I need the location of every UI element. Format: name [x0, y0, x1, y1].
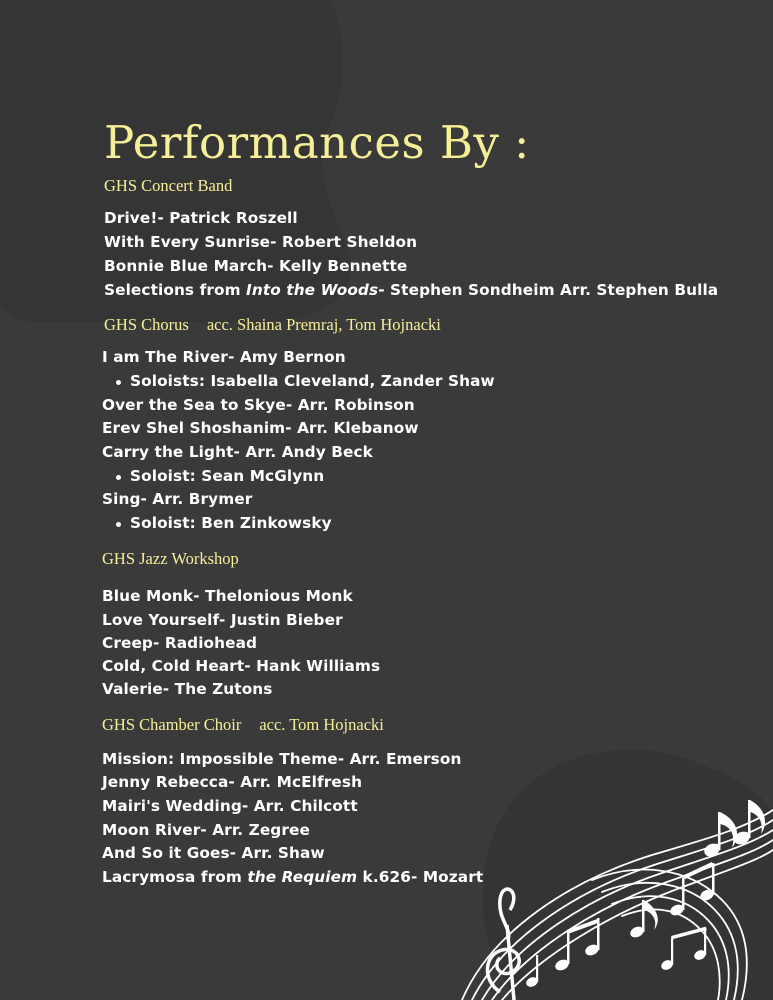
section-heading-concert-band [104, 176, 232, 196]
section-name: GHS Jazz Workshop [102, 549, 239, 568]
section-name: GHS Concert Band [104, 176, 233, 195]
list-sub-item: Soloists: Isabella Cleveland, Zander Shaw [116, 372, 495, 390]
list-item: Erev Shel Shoshanim- Arr. Klebanow [102, 419, 419, 437]
list-item: Cold, Cold Heart- Hank Williams [102, 657, 381, 675]
list-item: Bonnie Blue March- Kelly Bennette [104, 257, 408, 275]
section-heading-chorus [104, 315, 441, 335]
list-item: And So it Goes- Arr. Shaw [102, 844, 325, 862]
list-item: Jenny Rebecca- Arr. McElfresh [102, 773, 363, 791]
list-sub-item: Soloist: Sean McGlynn [116, 467, 324, 485]
list-item: Mairi's Wedding- Arr. Chilcott [102, 797, 358, 815]
list-item: Valerie- The Zutons [102, 680, 273, 698]
section-heading-jazz-workshop [102, 549, 239, 569]
list-item: Drive!- Patrick Roszell [104, 209, 298, 227]
list-item: Carry the Light- Arr. Andy Beck [102, 443, 373, 461]
accompanist-text: acc. Tom Hojnacki [259, 715, 384, 734]
list-item: Lacrymosa from the Requiem k.626- Mozart [102, 868, 484, 886]
section-heading-chamber-choir [102, 715, 384, 735]
page-title: Performances By : [104, 116, 530, 169]
list-item: Mission: Impossible Theme- Arr. Emerson [102, 750, 462, 768]
list-sub-item: Soloist: Ben Zinkowsky [116, 514, 332, 532]
section-name: GHS Chamber Choir [102, 715, 242, 734]
list-item: With Every Sunrise- Robert Sheldon [104, 233, 418, 251]
list-item: Blue Monk- Thelonious Monk [102, 587, 353, 605]
list-item: Creep- Radiohead [102, 634, 258, 652]
list-item: Moon River- Arr. Zegree [102, 821, 310, 839]
list-item: Selections from Into the Woods- Stephen Sondheim Arr. Stephen Bulla [104, 281, 719, 299]
section-name: GHS Chorus [104, 315, 189, 334]
music-notes-decoration [452, 760, 773, 1000]
list-item: Sing- Arr. Brymer [102, 490, 253, 508]
list-item: I am The River- Amy Bernon [102, 348, 346, 366]
accompanist-text: acc. Shaina Premraj, Tom Hojnacki [206, 315, 441, 334]
list-item: Love Yourself- Justin Bieber [102, 611, 343, 629]
list-item: Over the Sea to Skye- Arr. Robinson [102, 396, 415, 414]
